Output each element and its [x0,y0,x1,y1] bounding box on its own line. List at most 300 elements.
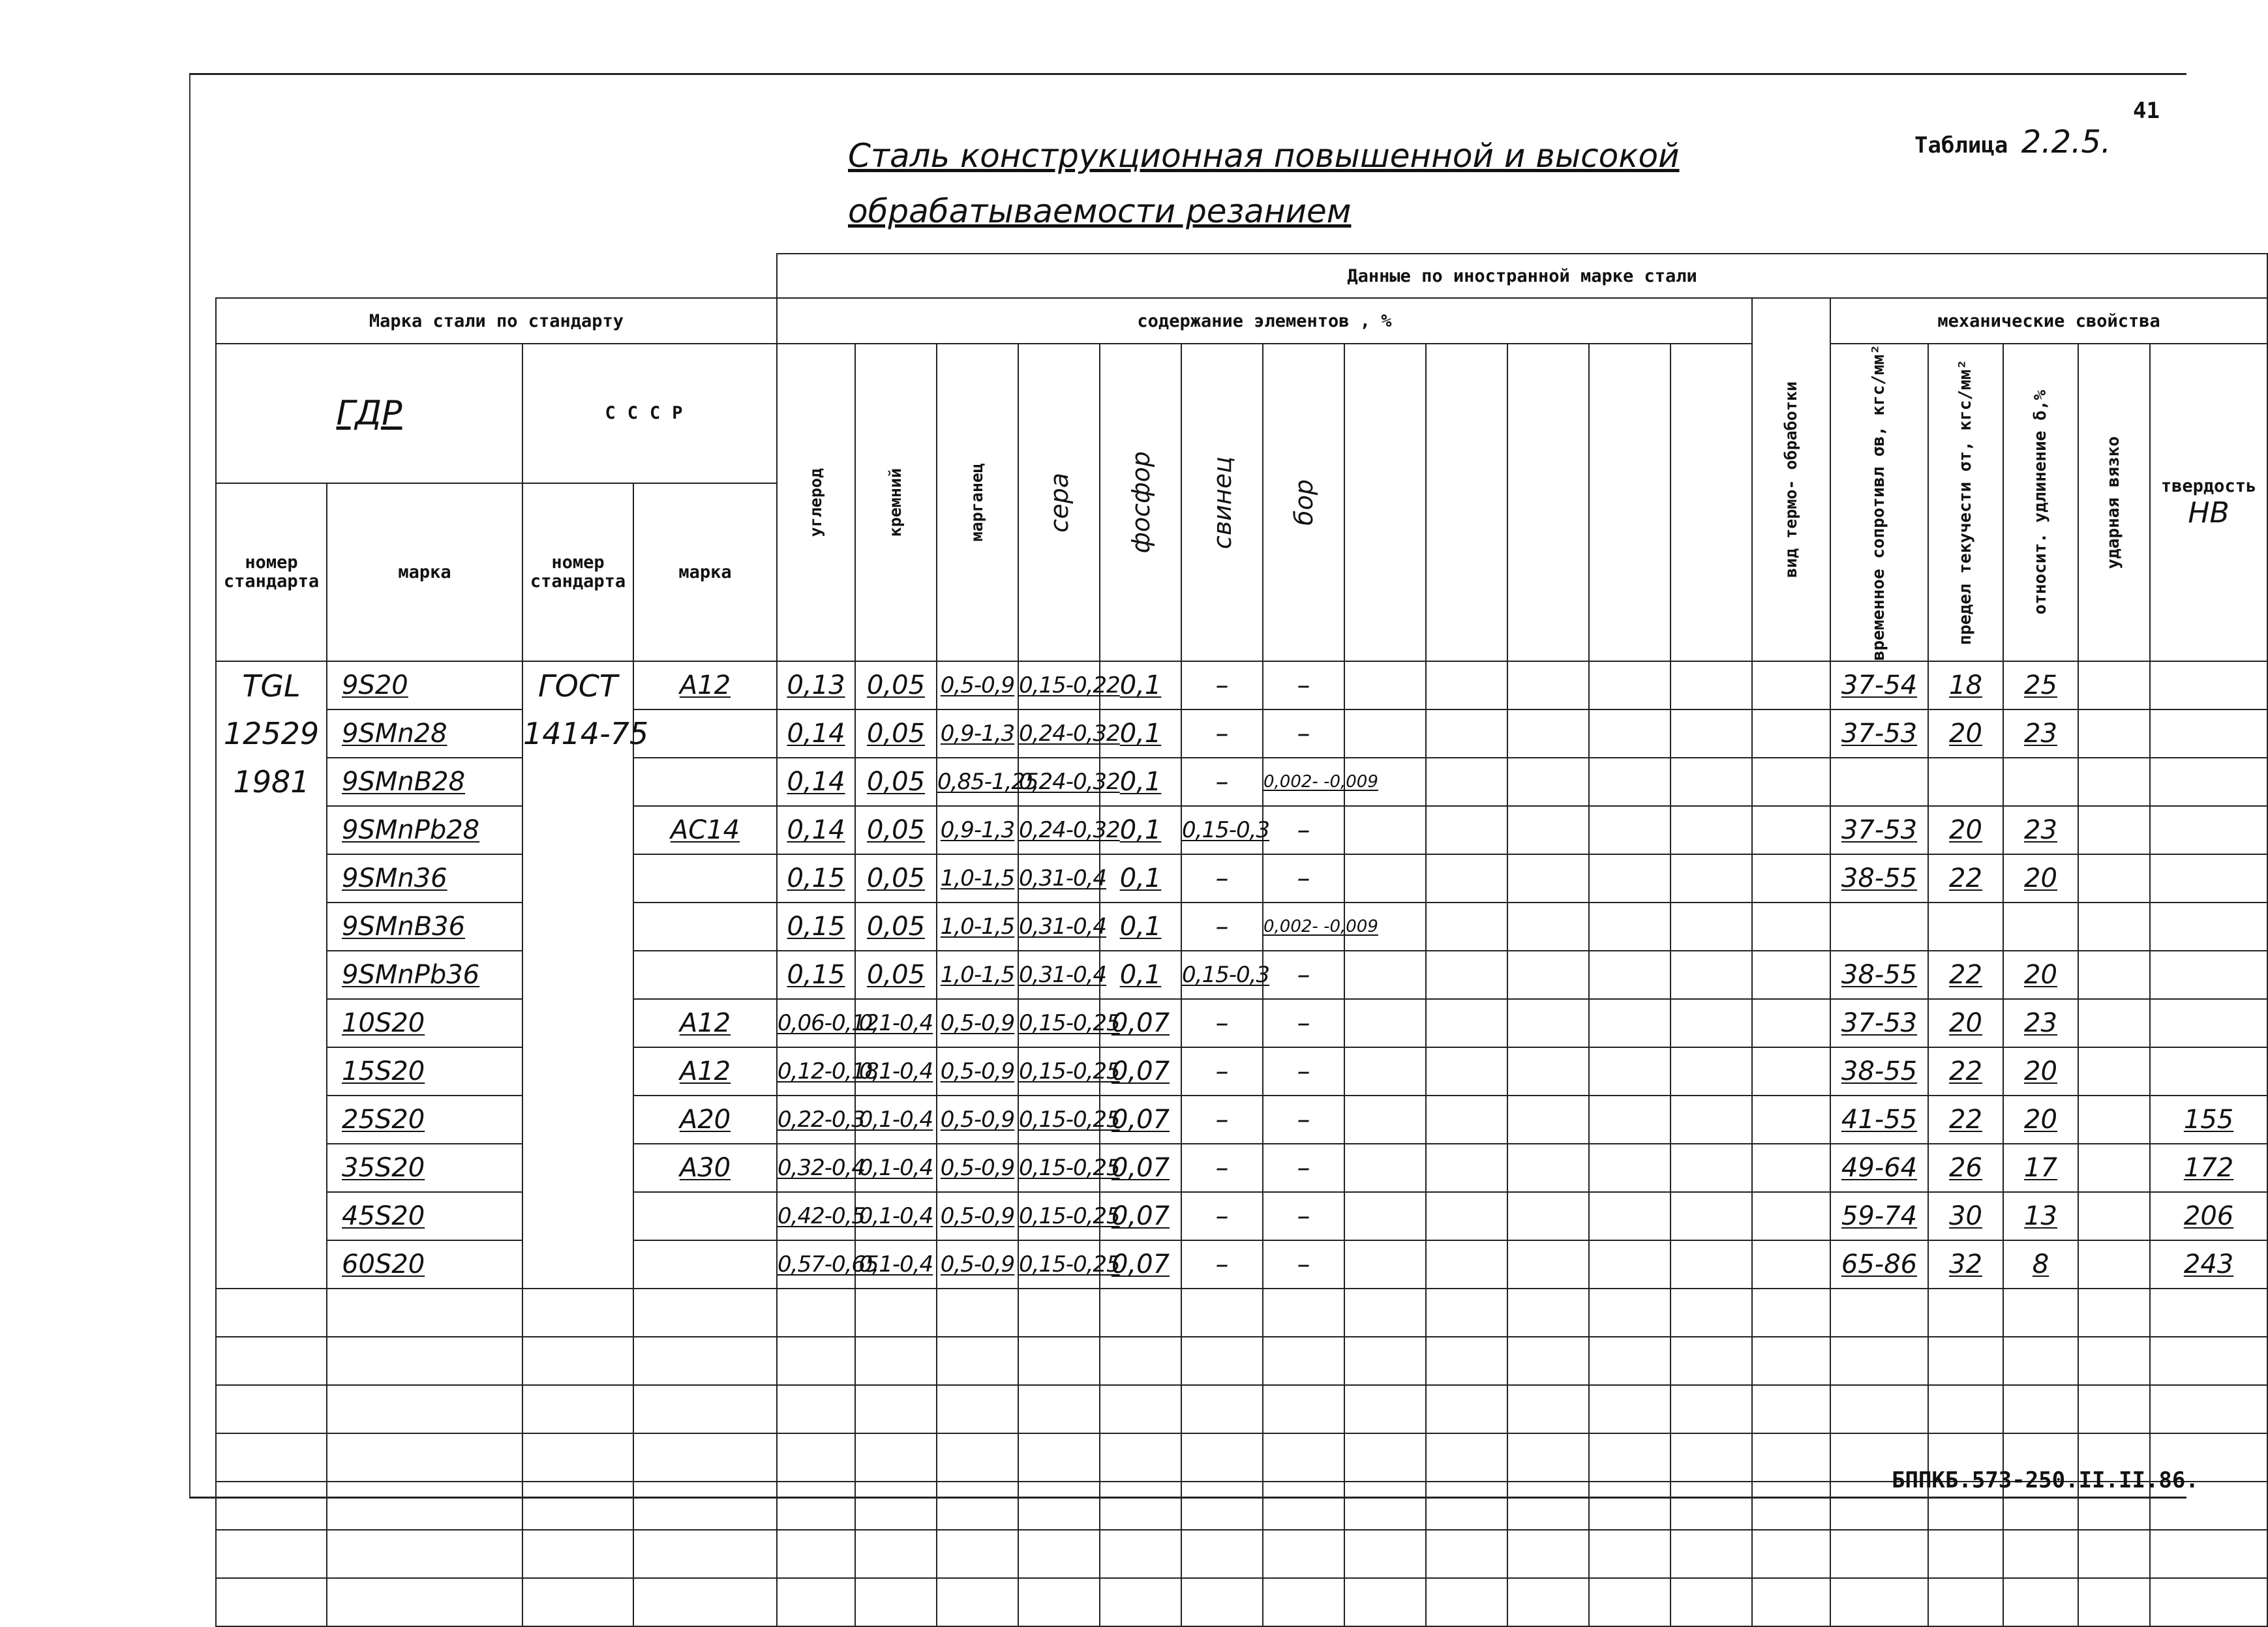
cell-mn: 0,85-1,25 [937,758,1018,806]
cell-c: 0,12-0,18 [777,1047,855,1096]
cell-si: 0,1-0,4 [855,1047,937,1096]
page-number: 41 [2133,98,2160,124]
empty-cell [1181,1482,1263,1530]
empty-cell [2003,1289,2078,1337]
empty-cell [1671,1530,1752,1578]
empty-cell [1344,806,1426,854]
empty-cell [937,1482,1018,1530]
cell-c: 0,15 [777,854,855,903]
empty-cell [1752,758,1830,806]
element-p-header: фосфор [1100,344,1181,661]
empty-cell [1426,1192,1507,1240]
cell-b: – [1263,661,1344,709]
cell-b: – [1263,999,1344,1047]
cell-gdr-grade: 9SMnB36 [327,903,522,951]
empty-cell [216,1289,327,1337]
empty-cell [2078,999,2150,1047]
empty-cell [1263,1337,1344,1385]
cell-elong: 23 [2003,806,2078,854]
cell-gdr-grade: 9SMn36 [327,854,522,903]
empty-cell [1589,661,1671,709]
empty-cell [1181,1530,1263,1578]
empty-cell [1589,1240,1671,1289]
empty-cell [1589,1096,1671,1144]
heat-treatment-header: вид термо- обработки [1752,298,1830,661]
cell-hb: 172 [2150,1144,2267,1192]
cell-si: 0,05 [855,854,937,903]
cell-mn: 0,9-1,3 [937,709,1018,758]
cell-gdr-grade: 25S20 [327,1096,522,1144]
cell-si: 0,05 [855,709,937,758]
empty-cell [1507,1144,1589,1192]
empty-cell [2150,1385,2267,1433]
cell-mn: 0,5-0,9 [937,1096,1018,1144]
tensile-strength-header: временное сопротивл σв, кгс/мм² [1830,344,1928,661]
cell-b: – [1263,1192,1344,1240]
empty-cell [1671,1144,1752,1192]
empty-cell [1426,1530,1507,1578]
empty-cell [1344,1289,1426,1337]
blank-row [216,1385,2267,1433]
cell-c: 0,15 [777,951,855,999]
empty-cell [1671,1385,1752,1433]
empty-cell [1671,1096,1752,1144]
cell-pb: 0,15-0,3 [1181,806,1263,854]
cell-tensile: 37-53 [1830,709,1928,758]
cell-hb [2150,806,2267,854]
empty-cell [1589,1578,1671,1626]
cell-mn: 1,0-1,5 [937,951,1018,999]
cell-elong: 20 [2003,1096,2078,1144]
empty-cell [855,1578,937,1626]
empty-cell [633,1289,777,1337]
cell-tensile: 38-55 [1830,854,1928,903]
cell-hb [2150,854,2267,903]
empty-cell [1752,1144,1830,1192]
empty-cell [1752,999,1830,1047]
cell-ussr-std [522,1096,633,1144]
empty-cell [1671,758,1752,806]
empty-cell [1589,1047,1671,1096]
empty-cell [1426,903,1507,951]
empty-cell [1263,1530,1344,1578]
cell-ussr-std [522,1144,633,1192]
cell-elong: 20 [2003,1047,2078,1096]
cell-yield: 32 [1928,1240,2003,1289]
cell-hb: 206 [2150,1192,2267,1240]
empty-cell [1752,1096,1830,1144]
empty-cell [2078,1096,2150,1144]
empty-cell [1018,1433,1100,1482]
table-row [216,1144,2267,1192]
empty-cell [327,1578,522,1626]
empty-cell [1671,1047,1752,1096]
cell-mn: 0,5-0,9 [937,1192,1018,1240]
cell-c: 0,13 [777,661,855,709]
cell-tensile: 65-86 [1830,1240,1928,1289]
empty-cell [1507,1337,1589,1385]
empty-cell [522,1385,633,1433]
empty-cell [1589,1192,1671,1240]
empty-cell [1752,1578,1830,1626]
cell-yield: 26 [1928,1144,2003,1192]
gdr-standard-number-header: номер стандарта [216,483,327,661]
cell-b: 0,002- -0,009 [1263,903,1344,951]
empty-cell [1928,1530,2003,1578]
cell-ussr-std [522,854,633,903]
cell-p: 0,07 [1100,1144,1181,1192]
empty-cell [1752,1337,1830,1385]
cell-ussr-grade [633,1192,777,1240]
empty-cell [1507,951,1589,999]
empty-cell [1671,1289,1752,1337]
empty-cell [777,1385,855,1433]
cell-tensile: 49-64 [1830,1144,1928,1192]
empty-cell [1752,806,1830,854]
empty-cell [1671,1240,1752,1289]
cell-hb: 155 [2150,1096,2267,1144]
cell-s: 0,31-0,4 [1018,951,1100,999]
empty-cell [1507,1192,1589,1240]
cell-hb [2150,951,2267,999]
cell-si: 0,05 [855,806,937,854]
cell-pb: – [1181,999,1263,1047]
cell-pb: – [1181,758,1263,806]
empty-cell [1263,1289,1344,1337]
cell-yield: 20 [1928,999,2003,1047]
empty-cell [1507,1289,1589,1337]
empty-cell [1100,1578,1181,1626]
empty-cell [855,1482,937,1530]
empty-cell [327,1385,522,1433]
blank-row [216,1289,2267,1337]
empty-cell [1830,1385,1928,1433]
empty-cell [1344,1192,1426,1240]
empty-cell [1018,1530,1100,1578]
empty-cell [1100,1433,1181,1482]
cell-pb: – [1181,1192,1263,1240]
empty-cell [1507,806,1589,854]
empty-cell [1426,1385,1507,1433]
cell-s: 0,15-0,25 [1018,1096,1100,1144]
empty-cell [1426,1337,1507,1385]
elongation-header: относит. удлинение δ,% [2003,344,2078,661]
cell-elong: 20 [2003,951,2078,999]
cell-b: – [1263,709,1344,758]
cell-c: 0,14 [777,758,855,806]
empty-cell [937,1385,1018,1433]
cell-mn: 0,9-1,3 [937,806,1018,854]
empty-cell [1344,1385,1426,1433]
cell-tensile: 38-55 [1830,1047,1928,1096]
cell-mn: 1,0-1,5 [937,903,1018,951]
empty-cell [1589,903,1671,951]
empty-cell [1344,1482,1426,1530]
cell-elong: 17 [2003,1144,2078,1192]
cell-si: 0,05 [855,661,937,709]
empty-cell [2150,1337,2267,1385]
empty-cell [1426,1289,1507,1337]
empty-cell [1671,1433,1752,1482]
cell-p: 0,07 [1100,1192,1181,1240]
empty-cell [1507,1047,1589,1096]
cell-tensile: 37-54 [1830,661,1928,709]
cell-p: 0,1 [1100,903,1181,951]
empty-cell [2078,903,2150,951]
empty-cell [1671,951,1752,999]
blank-row [216,1337,2267,1385]
ussr-header: СССР [522,344,777,483]
empty-cell [1752,1385,1830,1433]
empty-cell [1426,1240,1507,1289]
cell-gdr-std [216,854,327,903]
cell-hb [2150,709,2267,758]
empty-cell [1344,999,1426,1047]
empty-cell [1507,1433,1589,1482]
empty-cell [2078,1144,2150,1192]
cell-b: – [1263,806,1344,854]
empty-cell [327,1433,522,1482]
cell-hb [2150,903,2267,951]
table-label [1914,124,2111,160]
empty-cell [1752,661,1830,709]
element-c-header: углерод [777,344,855,661]
empty-cell [522,1337,633,1385]
cell-hb [2150,1047,2267,1096]
empty-cell [2078,1047,2150,1096]
cell-pb: – [1181,1096,1263,1144]
empty-cell [216,1337,327,1385]
empty-cell [1507,1096,1589,1144]
cell-si: 0,1-0,4 [855,1192,937,1240]
cell-tensile [1830,903,1928,951]
empty-cell [216,1385,327,1433]
empty-cell [2078,1289,2150,1337]
empty-cell [1589,1433,1671,1482]
empty-cell [1589,951,1671,999]
table-row [216,806,2267,854]
empty-cell [1507,999,1589,1047]
empty-cell [2150,1289,2267,1337]
empty-cell [1589,709,1671,758]
empty-cell [2078,709,2150,758]
empty-cell [1507,1530,1589,1578]
empty-cell [1018,1385,1100,1433]
table-row [216,758,2267,806]
empty-cell [1344,661,1426,709]
cell-ussr-grade [633,758,777,806]
cell-b: – [1263,1240,1344,1289]
cell-s: 0,31-0,4 [1018,903,1100,951]
cell-yield: 22 [1928,1047,2003,1096]
cell-gdr-grade: 60S20 [327,1240,522,1289]
empty-cell [633,1433,777,1482]
empty-cell [1752,709,1830,758]
cell-p: 0,07 [1100,1240,1181,1289]
cell-elong: 23 [2003,999,2078,1047]
cell-b: 0,002- -0,009 [1263,758,1344,806]
empty-cell [216,1530,327,1578]
empty-cell [1671,903,1752,951]
cell-ussr-std [522,758,633,806]
empty-cell [1752,903,1830,951]
empty-cell [2078,951,2150,999]
cell-c: 0,42-0,5 [777,1192,855,1240]
empty-cell [633,1578,777,1626]
cell-b: – [1263,1144,1344,1192]
empty-cell [327,1530,522,1578]
empty-cell [1752,854,1830,903]
empty-cell [1507,661,1589,709]
cell-p: 0,1 [1100,951,1181,999]
cell-ussr-grade: АС14 [633,806,777,854]
empty-cell [1928,1578,2003,1626]
cell-ussr-std [522,1192,633,1240]
empty-cell [633,1337,777,1385]
cell-ussr-grade [633,1240,777,1289]
cell-elong: 8 [2003,1240,2078,1289]
cell-ussr-grade [633,951,777,999]
empty-cell [1671,661,1752,709]
cell-gdr-grade: 35S20 [327,1144,522,1192]
empty-cell [1928,1337,2003,1385]
empty-cell [1426,1433,1507,1482]
cell-ussr-std [522,1047,633,1096]
empty-cell [2078,1530,2150,1578]
empty-cell [1589,1337,1671,1385]
mechanical-properties-header: механические свойства [1830,298,2267,344]
empty-cell [855,1385,937,1433]
cell-pb: – [1181,709,1263,758]
cell-s: 0,15-0,25 [1018,1192,1100,1240]
empty-cell [1671,854,1752,903]
cell-hb: 243 [2150,1240,2267,1289]
empty-cell [216,1433,327,1482]
gdr-header: ГДР [216,344,522,483]
cell-gdr-grade: 45S20 [327,1192,522,1240]
empty-cell [1100,1289,1181,1337]
empty-cell [1426,661,1507,709]
empty-cell [937,1530,1018,1578]
cell-gdr-std: 12529 [216,709,327,758]
cell-ussr-std [522,999,633,1047]
cell-yield: 18 [1928,661,2003,709]
cell-si: 0,05 [855,951,937,999]
empty-cell [216,1482,327,1530]
cell-si: 0,1-0,4 [855,999,937,1047]
hardness-header: твердость НВ [2150,344,2267,661]
cell-pb: – [1181,661,1263,709]
empty-cell [1507,903,1589,951]
cell-gdr-std [216,1240,327,1289]
cell-gdr-grade: 9S20 [327,661,522,709]
empty-cell [1752,1530,1830,1578]
cell-ussr-grade: А12 [633,1047,777,1096]
empty-cell [1181,1289,1263,1337]
cell-tensile [1830,758,1928,806]
empty-cell [2078,1192,2150,1240]
cell-s: 0,15-0,25 [1018,1144,1100,1192]
empty-cell [522,1578,633,1626]
cell-elong: 23 [2003,709,2078,758]
table-row [216,999,2267,1047]
empty-cell [2078,854,2150,903]
blank-row [216,1530,2267,1578]
cell-s: 0,31-0,4 [1018,854,1100,903]
cell-c: 0,22-0,3 [777,1096,855,1144]
empty-cell [1752,1192,1830,1240]
empty-cell [327,1482,522,1530]
table-label-word: Таблица [1914,132,2008,158]
empty-cell [633,1482,777,1530]
cell-ussr-std [522,951,633,999]
cell-gdr-std [216,1047,327,1096]
cell-p: 0,07 [1100,1096,1181,1144]
empty-cell [1589,999,1671,1047]
cell-hb [2150,999,2267,1047]
empty-cell [1752,1482,1830,1530]
empty-cell [1507,854,1589,903]
cell-c: 0,32-0,4 [777,1144,855,1192]
cell-mn: 0,5-0,9 [937,661,1018,709]
cell-gdr-grade: 9SMn28 [327,709,522,758]
cell-ussr-grade: А30 [633,1144,777,1192]
empty-cell [522,1530,633,1578]
empty-cell [1589,1144,1671,1192]
cell-gdr-grade: 9SMnPb36 [327,951,522,999]
empty-cell [1181,1385,1263,1433]
cell-p: 0,1 [1100,854,1181,903]
table-row [216,1096,2267,1144]
empty-cell [1344,1240,1426,1289]
cell-pb: – [1181,903,1263,951]
empty-cell [1671,806,1752,854]
empty-cell [1344,1433,1426,1482]
empty-cell [1830,1530,1928,1578]
cell-yield: 22 [1928,854,2003,903]
empty-cell [2078,806,2150,854]
steel-table [215,253,2268,1627]
cell-tensile: 41-55 [1830,1096,1928,1144]
cell-elong [2003,903,2078,951]
cell-ussr-grade: А12 [633,661,777,709]
empty-cell [777,1482,855,1530]
empty-cell [1426,854,1507,903]
impact-header: ударная вязко [2078,344,2150,661]
cell-si: 0,1-0,4 [855,1240,937,1289]
cell-s: 0,15-0,22 [1018,661,1100,709]
empty-cell [2003,1337,2078,1385]
empty-cell [1752,1433,1830,1482]
empty-cell [1344,1337,1426,1385]
empty-cell [2003,1385,2078,1433]
empty-cell [1181,1337,1263,1385]
cell-yield: 30 [1928,1192,2003,1240]
cell-yield [1928,758,2003,806]
empty-cell [1426,1482,1507,1530]
empty-cell [1018,1289,1100,1337]
empty-cell [937,1337,1018,1385]
table-title-line-1: Сталь конструкционная повышенной и высокой [848,137,1680,175]
empty-cell [2078,1337,2150,1385]
blank-row [216,1578,2267,1626]
cell-ussr-std: ГОСТ [522,661,633,709]
element-pb-header: свинец [1181,344,1263,661]
cell-b: – [1263,854,1344,903]
cell-hb [2150,758,2267,806]
empty-cell [2003,1530,2078,1578]
cell-ussr-std [522,1240,633,1289]
